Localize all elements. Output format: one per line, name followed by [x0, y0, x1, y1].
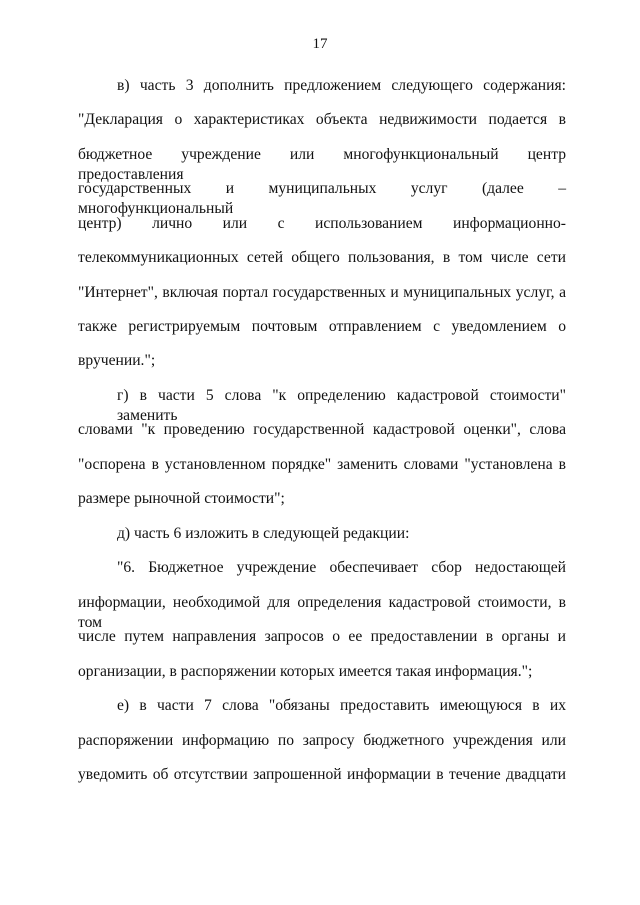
text-line: д) часть 6 изложить в следующей редакции: [117, 525, 410, 542]
text-line: вручении."; [78, 352, 156, 369]
text-line: словами "к проведению государственной кадастровой оценки", слова [78, 421, 566, 438]
text-line: е) в части 7 слова "обязаны предоставить имеющуюся в их [117, 697, 566, 714]
text-line: г) в части 5 слова "к определению кадастровой стоимости" заменить [117, 387, 566, 424]
text-line: телекоммуникационных сетей общего пользования, в том числе сети [78, 249, 566, 266]
text-line: информации, необходимой для определения кадастровой стоимости, в том [78, 594, 566, 631]
text-line: уведомить об отсутствии запрошенной информации в течение двадцати [78, 766, 566, 783]
text-line: организации, в распоряжении которых имеется такая информация."; [78, 663, 533, 680]
text-line: "Декларация о характеристиках объекта недвижимости подается в [78, 111, 566, 128]
text-line: размере рыночной стоимости"; [78, 490, 285, 507]
text-line: распоряжении информацию по запросу бюджетного учреждения или [78, 732, 566, 749]
text-line: бюджетное учреждение или многофункциональный центр предоставления [78, 146, 566, 183]
text-line: центр) лично или с использованием информационно- [78, 215, 566, 232]
text-line: "6. Бюджетное учреждение обеспечивает сбор недостающей [117, 559, 566, 576]
text-line: "Интернет", включая портал государственных и муниципальных услуг, а [78, 284, 566, 301]
text-line: также регистрируемым почтовым отправлением с уведомлением о [78, 318, 566, 335]
text-line: числе путем направления запросов о ее предоставлении в органы и [78, 628, 566, 645]
text-line: "оспорена в установленном порядке" заменить словами "установлена в [78, 456, 566, 473]
page-number: 17 [312, 36, 328, 52]
text-line: государственных и муниципальных услуг (далее – многофункциональный [78, 180, 566, 217]
text-line: в) часть 3 дополнить предложением следующего содержания: [117, 77, 566, 94]
